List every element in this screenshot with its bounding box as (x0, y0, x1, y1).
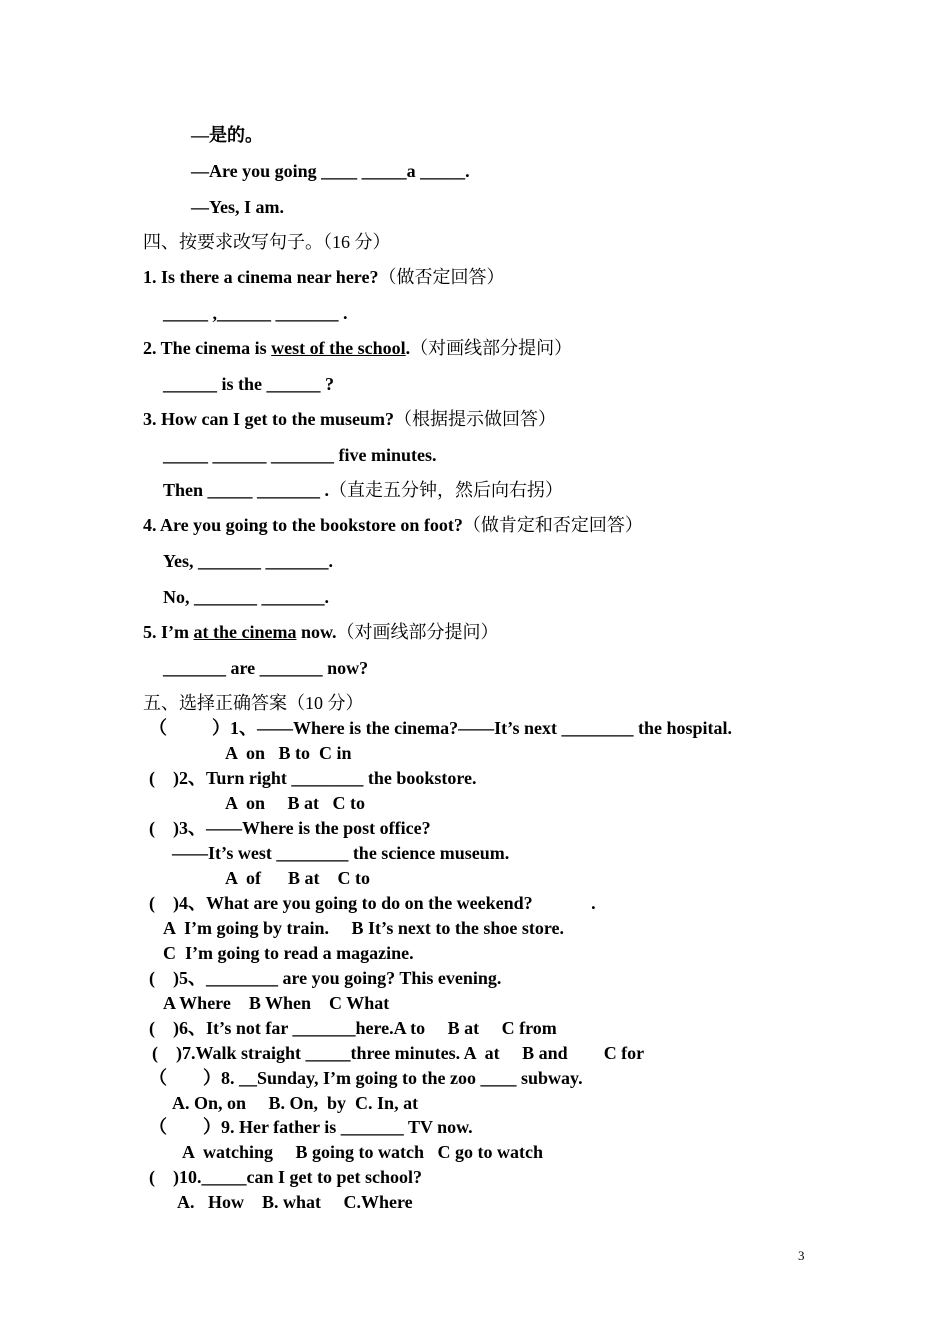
q2-hint: （对画线部分提问） (410, 338, 573, 358)
q2-text-post: . (405, 338, 411, 358)
choice-1-options: A on B to C in (225, 743, 352, 763)
q3-answer-line-1: _____ ______ _______ five minutes. (163, 445, 437, 465)
page-number: 3 (798, 1248, 805, 1263)
choice-8-options: A. On, on B. On, by C. In, at (172, 1093, 419, 1113)
q3-answer-text: Then _____ _______ . (163, 480, 330, 500)
choice-10-options: A. How B. what C.Where (177, 1192, 413, 1212)
q5-text-post: now. (296, 622, 337, 642)
q3-question (143, 408, 556, 430)
q3-answer-hint: （直走五分钟，然后向右拐） (329, 480, 564, 500)
dialogue-line-3: —Yes, I am. (191, 197, 284, 217)
q5-question (143, 621, 499, 643)
q4-text: 4. Are you going to the bookstore on foot? (143, 515, 463, 535)
q4-no-line: No, _______ _______. (163, 587, 329, 607)
choice-4-options-ab: A I’m going by train. B It’s next to the shoe store. (163, 918, 564, 938)
q2-answer-line: ______ is the ______ ? (163, 374, 334, 394)
choice-9-options: A watching B going to watch C go to watch (182, 1142, 544, 1162)
choice-6: ( )6、It’s not far _______here.A to B at C from (149, 1018, 557, 1038)
dialogue-line-2: —Are you going ____ _____a _____. (191, 161, 470, 181)
q5-answer-line: _______ are _______ now? (163, 658, 369, 678)
choice-9: （ ）9. Her father is _______ TV now. (149, 1117, 473, 1137)
q5-underlined: at the cinema (193, 622, 297, 642)
q2-text-pre: 2. The cinema is (143, 338, 272, 358)
choice-4: ( )4、What are you going to do on the weekend? . (149, 893, 596, 913)
choice-1: （ ）1、——Where is the cinema?——It’s next ________ the hospital. (149, 718, 732, 738)
choice-4-option-c: C I’m going to read a magazine. (163, 943, 414, 963)
q4-yes-line: Yes, _______ _______. (163, 551, 333, 571)
q2-question (143, 337, 572, 359)
q3-answer-line-2 (163, 479, 563, 501)
choice-5-options: A Where B When C What (163, 993, 390, 1013)
q1-answer-line: _____ ,______ _______ . (163, 303, 348, 323)
choice-2-options: A on B at C to (225, 793, 366, 813)
q1-hint: （做否定回答） (378, 267, 505, 287)
section-5-title: 五、选择正确答案（10 分） (143, 693, 364, 713)
choice-5: ( )5、________ are you going? This evening. (149, 968, 502, 988)
section-4-title: 四、按要求改写句子。（16 分） (143, 232, 391, 252)
q5-hint: （对画线部分提问） (336, 622, 499, 642)
q1-question (143, 266, 504, 288)
q5-text-pre: 5. I’m (143, 622, 194, 642)
q3-text: 3. How can I get to the museum? (143, 409, 394, 429)
choice-3-options: A of B at C to (225, 868, 370, 888)
q1-text: 1. Is there a cinema near here? (143, 267, 379, 287)
choice-3-line-2: ——It’s west ________ the science museum. (172, 843, 510, 863)
dialogue-line-1: —是的。 (191, 125, 263, 145)
q3-hint: （根据提示做回答） (393, 409, 556, 429)
choice-2: ( )2、Turn right ________ the bookstore. (149, 768, 477, 788)
choice-8: （ ）8. __Sunday, I’m going to the zoo ____ subway. (149, 1068, 583, 1088)
choice-3: ( )3、——Where is the post office? (149, 818, 431, 838)
q2-underlined: west of the school (271, 338, 406, 358)
q4-question (143, 514, 643, 536)
choice-7: ( )7.Walk straight _____three minutes. A at B and C for (152, 1043, 645, 1063)
q4-hint: （做肯定和否定回答） (462, 515, 643, 535)
choice-10: ( )10._____can I get to pet school? (149, 1167, 422, 1187)
